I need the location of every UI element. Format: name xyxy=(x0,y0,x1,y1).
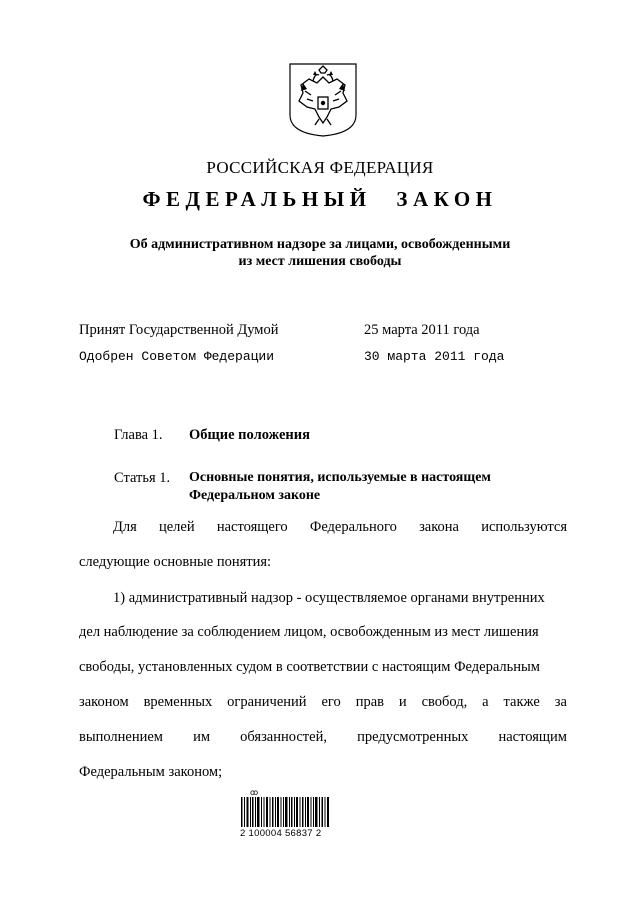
state-emblem-icon xyxy=(289,63,357,137)
paragraph-1-line-1 xyxy=(113,519,567,536)
word: временных xyxy=(143,694,213,710)
word: и xyxy=(398,694,407,710)
paragraph-2-line-2: дел наблюдение за соблюдением лицом, освобожденным из мест лишения xyxy=(79,624,539,640)
document-type: ФЕДЕРАЛЬНЫЙ ЗАКОН xyxy=(142,187,498,211)
paragraph-2-line-6: Федеральным законом; xyxy=(79,764,223,780)
article-label: Статья 1. xyxy=(114,470,171,486)
word: обязанностей, xyxy=(240,729,327,745)
paragraph-2-line-1: 1) административный надзор - осуществляемое органами внутренних xyxy=(113,590,545,606)
barcode-number: 2 100004 56837 2 xyxy=(240,828,322,839)
article-title: Основные понятия, используемые в настоящем Федеральном законе xyxy=(189,470,491,503)
law-title-line-2: из мест лишения свободы xyxy=(238,254,402,269)
word: выполнением xyxy=(79,729,163,745)
word: Федерального xyxy=(309,519,397,535)
country-name: РОССИЙСКАЯ ФЕДЕРАЦИЯ xyxy=(206,158,434,177)
word: также xyxy=(503,694,540,710)
barcode-mark: ꝏ xyxy=(250,788,259,797)
word: а xyxy=(482,694,489,710)
law-title-line-1: Об административном надзоре за лицами, освобожденными xyxy=(129,237,511,252)
adoption-row-federation-council xyxy=(79,349,569,369)
paragraph-2-line-3: свободы, установленных судом в соответствии с настоящим Федеральным xyxy=(79,659,540,675)
word: за xyxy=(554,694,567,710)
word: законом xyxy=(79,694,129,710)
word: им xyxy=(193,729,211,745)
word: настоящего xyxy=(216,519,288,535)
paragraph-2-line-4 xyxy=(79,694,567,711)
word: Для xyxy=(113,519,137,535)
chapter-title: Общие положения xyxy=(189,427,310,443)
word: используются xyxy=(481,519,567,535)
adoption-date: 25 марта 2011 года xyxy=(364,322,480,338)
adoption-row-duma xyxy=(79,322,569,342)
word: его xyxy=(321,694,341,710)
word: прав xyxy=(355,694,384,710)
adoption-label: Одобрен Советом Федерации xyxy=(79,349,275,364)
word: ограничений xyxy=(227,694,307,710)
barcode-icon xyxy=(241,797,331,827)
adoption-date: 30 марта 2011 года xyxy=(364,349,505,364)
word: целей xyxy=(158,519,195,535)
chapter-label: Глава 1. xyxy=(114,427,163,443)
word: настоящим xyxy=(498,729,567,745)
paragraph-1-line-2: следующие основные понятия: xyxy=(79,554,272,570)
law-title xyxy=(0,236,640,270)
adoption-label: Принят Государственной Думой xyxy=(79,322,279,338)
word: предусмотренных xyxy=(357,729,469,745)
word: свобод, xyxy=(421,694,468,710)
word: закона xyxy=(419,519,459,535)
paragraph-2-line-5 xyxy=(79,729,567,746)
